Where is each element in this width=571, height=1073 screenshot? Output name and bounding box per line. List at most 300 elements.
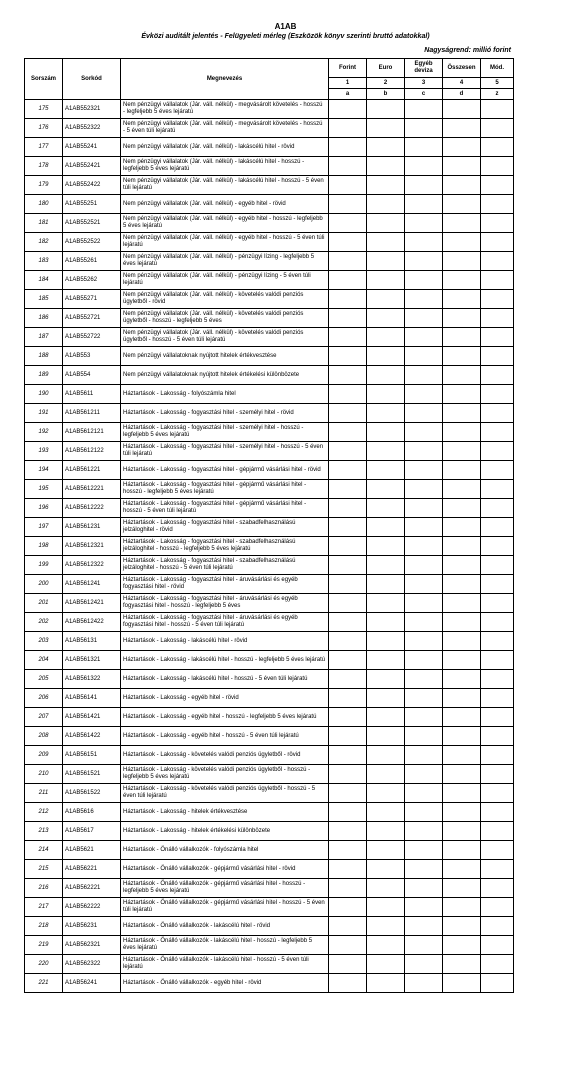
value-cell-forint[interactable]: [329, 119, 367, 138]
value-cell-euro[interactable]: [367, 499, 405, 518]
value-cell-euro[interactable]: [367, 651, 405, 670]
value-cell-mod[interactable]: [481, 252, 514, 271]
value-cell-euro[interactable]: [367, 955, 405, 974]
value-cell-euro[interactable]: [367, 214, 405, 233]
value-cell-egyeb-deviza[interactable]: [405, 233, 443, 252]
value-cell-egyeb-deviza[interactable]: [405, 499, 443, 518]
value-cell-mod[interactable]: [481, 442, 514, 461]
value-cell-osszesen[interactable]: [443, 214, 481, 233]
value-cell-osszesen[interactable]: [443, 366, 481, 385]
value-cell-euro[interactable]: [367, 252, 405, 271]
row-code: A1AB561211: [63, 404, 121, 423]
value-cell-osszesen[interactable]: [443, 879, 481, 898]
row-description: Nem pénzügyi vállalatok (Jár. váll. nélkül) - követelés valódi penziós ügyletből - hosszú - 5 éven túli lejáratú: [121, 328, 329, 347]
value-cell-egyeb-deviza[interactable]: [405, 860, 443, 879]
value-cell-egyeb-deviza[interactable]: [405, 480, 443, 499]
value-cell-egyeb-deviza[interactable]: [405, 138, 443, 157]
value-cell-mod[interactable]: [481, 176, 514, 195]
row-code: A1AB552321: [63, 100, 121, 119]
row-description: Háztartások - Lakosság - fogyasztási hitel - szabadfelhasználású jelzáloghitel - rövid: [121, 518, 329, 537]
value-cell-forint[interactable]: [329, 784, 367, 803]
value-cell-forint[interactable]: [329, 157, 367, 176]
value-cell-euro[interactable]: [367, 822, 405, 841]
header-letter-d: d: [443, 89, 481, 100]
value-cell-mod[interactable]: [481, 765, 514, 784]
value-cell-egyeb-deviza[interactable]: [405, 252, 443, 271]
value-cell-mod[interactable]: [481, 480, 514, 499]
header-letter-b: b: [367, 89, 405, 100]
value-cell-mod[interactable]: [481, 879, 514, 898]
row-code: A1AB561322: [63, 670, 121, 689]
value-cell-mod[interactable]: [481, 708, 514, 727]
value-cell-forint[interactable]: [329, 537, 367, 556]
value-cell-osszesen[interactable]: [443, 138, 481, 157]
value-cell-osszesen[interactable]: [443, 632, 481, 651]
value-cell-osszesen[interactable]: [443, 233, 481, 252]
value-cell-forint[interactable]: [329, 670, 367, 689]
table-row: [25, 784, 514, 803]
value-cell-euro[interactable]: [367, 613, 405, 632]
table-row: [25, 955, 514, 974]
value-cell-mod[interactable]: [481, 746, 514, 765]
row-description: Háztartások - Önálló vállalkozók - folyószámla hitel: [121, 841, 329, 860]
value-cell-euro[interactable]: [367, 689, 405, 708]
value-cell-osszesen[interactable]: [443, 594, 481, 613]
value-cell-euro[interactable]: [367, 917, 405, 936]
value-cell-osszesen[interactable]: [443, 955, 481, 974]
row-code: A1AB5612221: [63, 480, 121, 499]
value-cell-forint[interactable]: [329, 518, 367, 537]
value-cell-forint[interactable]: [329, 176, 367, 195]
value-cell-mod[interactable]: [481, 328, 514, 347]
value-cell-egyeb-deviza[interactable]: [405, 955, 443, 974]
row-description: Háztartások - Lakosság - hitelek értékvesztése: [121, 803, 329, 822]
row-code: A1AB5612322: [63, 556, 121, 575]
value-cell-mod[interactable]: [481, 385, 514, 404]
row-description: Háztartások - Lakosság - hitelek értékelési különbözete: [121, 822, 329, 841]
value-cell-egyeb-deviza[interactable]: [405, 195, 443, 214]
row-number: 181: [25, 214, 63, 233]
row-code: A1AB552521: [63, 214, 121, 233]
value-cell-osszesen[interactable]: [443, 708, 481, 727]
value-cell-euro[interactable]: [367, 309, 405, 328]
value-cell-forint[interactable]: [329, 879, 367, 898]
row-description: Nem pénzügyi vállalatok (Jár. váll. nélkül) - lakáscélú hitel - hosszú - 5 éven túli lejáratú: [121, 176, 329, 195]
value-cell-euro[interactable]: [367, 233, 405, 252]
value-cell-osszesen[interactable]: [443, 176, 481, 195]
value-cell-euro[interactable]: [367, 803, 405, 822]
value-cell-egyeb-deviza[interactable]: [405, 651, 443, 670]
value-cell-mod[interactable]: [481, 119, 514, 138]
value-cell-mod[interactable]: [481, 499, 514, 518]
row-number: 212: [25, 803, 63, 822]
value-cell-osszesen[interactable]: [443, 100, 481, 119]
value-cell-forint[interactable]: [329, 898, 367, 917]
value-cell-forint[interactable]: [329, 214, 367, 233]
table-row: [25, 822, 514, 841]
value-cell-forint[interactable]: [329, 499, 367, 518]
row-number: 203: [25, 632, 63, 651]
value-cell-egyeb-deviza[interactable]: [405, 822, 443, 841]
value-cell-egyeb-deviza[interactable]: [405, 309, 443, 328]
row-description: Háztartások - Lakosság - fogyasztási hitel - személyi hitel - hosszú - 5 éven túli lejáratú: [121, 442, 329, 461]
value-cell-osszesen[interactable]: [443, 727, 481, 746]
value-cell-mod[interactable]: [481, 214, 514, 233]
value-cell-forint[interactable]: [329, 347, 367, 366]
value-cell-egyeb-deviza[interactable]: [405, 632, 443, 651]
value-cell-osszesen[interactable]: [443, 347, 481, 366]
value-cell-osszesen[interactable]: [443, 746, 481, 765]
value-cell-euro[interactable]: [367, 404, 405, 423]
value-cell-egyeb-deviza[interactable]: [405, 556, 443, 575]
value-cell-forint[interactable]: [329, 974, 367, 993]
value-cell-mod[interactable]: [481, 898, 514, 917]
row-number: 209: [25, 746, 63, 765]
row-number: 192: [25, 423, 63, 442]
value-cell-euro[interactable]: [367, 632, 405, 651]
value-cell-euro[interactable]: [367, 176, 405, 195]
row-description: Háztartások - Lakosság - fogyasztási hitel - személyi hitel - hosszú - legfeljebb 5 éves lejáratú: [121, 423, 329, 442]
value-cell-euro[interactable]: [367, 784, 405, 803]
row-code: A1AB56151: [63, 746, 121, 765]
value-cell-forint[interactable]: [329, 195, 367, 214]
value-cell-egyeb-deviza[interactable]: [405, 290, 443, 309]
value-cell-egyeb-deviza[interactable]: [405, 613, 443, 632]
value-cell-euro[interactable]: [367, 936, 405, 955]
value-cell-osszesen[interactable]: [443, 860, 481, 879]
value-cell-osszesen[interactable]: [443, 803, 481, 822]
value-cell-mod[interactable]: [481, 556, 514, 575]
value-cell-forint[interactable]: [329, 651, 367, 670]
row-number: 180: [25, 195, 63, 214]
value-cell-euro[interactable]: [367, 594, 405, 613]
row-number: 217: [25, 898, 63, 917]
value-cell-euro[interactable]: [367, 727, 405, 746]
table-row: [25, 765, 514, 784]
value-cell-egyeb-deviza[interactable]: [405, 442, 443, 461]
table-row: [25, 233, 514, 252]
value-cell-forint[interactable]: [329, 575, 367, 594]
row-number: 193: [25, 442, 63, 461]
value-cell-mod[interactable]: [481, 366, 514, 385]
value-cell-osszesen[interactable]: [443, 404, 481, 423]
row-description: Háztartások - Lakosság - fogyasztási hitel - szabadfelhasználású jelzáloghitel - hosszú - 5 éven túli lejáratú: [121, 556, 329, 575]
value-cell-osszesen[interactable]: [443, 195, 481, 214]
row-code: A1AB562221: [63, 879, 121, 898]
value-cell-mod[interactable]: [481, 518, 514, 537]
value-cell-euro[interactable]: [367, 461, 405, 480]
value-cell-mod[interactable]: [481, 784, 514, 803]
value-cell-euro[interactable]: [367, 119, 405, 138]
value-cell-euro[interactable]: [367, 480, 405, 499]
row-number: 213: [25, 822, 63, 841]
value-cell-osszesen[interactable]: [443, 689, 481, 708]
value-cell-egyeb-deviza[interactable]: [405, 518, 443, 537]
value-cell-egyeb-deviza[interactable]: [405, 803, 443, 822]
value-cell-osszesen[interactable]: [443, 974, 481, 993]
value-cell-egyeb-deviza[interactable]: [405, 670, 443, 689]
value-cell-mod[interactable]: [481, 404, 514, 423]
value-cell-egyeb-deviza[interactable]: [405, 594, 443, 613]
row-description: Háztartások - Lakosság - követelés valódi penziós ügyletből - hosszú - 5 éven túli lejáratú: [121, 784, 329, 803]
value-cell-forint[interactable]: [329, 689, 367, 708]
value-cell-forint[interactable]: [329, 803, 367, 822]
value-cell-egyeb-deviza[interactable]: [405, 366, 443, 385]
value-cell-osszesen[interactable]: [443, 841, 481, 860]
value-cell-forint[interactable]: [329, 233, 367, 252]
value-cell-mod[interactable]: [481, 157, 514, 176]
table-row: [25, 632, 514, 651]
value-cell-forint[interactable]: [329, 727, 367, 746]
value-cell-forint[interactable]: [329, 404, 367, 423]
value-cell-euro[interactable]: [367, 556, 405, 575]
value-cell-mod[interactable]: [481, 803, 514, 822]
value-cell-mod[interactable]: [481, 233, 514, 252]
table-row: [25, 442, 514, 461]
value-cell-osszesen[interactable]: [443, 252, 481, 271]
value-cell-forint[interactable]: [329, 252, 367, 271]
balance-sheet-table: [24, 58, 514, 993]
row-code: A1AB5612422: [63, 613, 121, 632]
value-cell-egyeb-deviza[interactable]: [405, 404, 443, 423]
value-cell-euro[interactable]: [367, 347, 405, 366]
value-cell-mod[interactable]: [481, 974, 514, 993]
value-cell-euro[interactable]: [367, 974, 405, 993]
row-number: 207: [25, 708, 63, 727]
value-cell-euro[interactable]: [367, 385, 405, 404]
value-cell-osszesen[interactable]: [443, 385, 481, 404]
value-cell-euro[interactable]: [367, 841, 405, 860]
value-cell-egyeb-deviza[interactable]: [405, 347, 443, 366]
value-cell-euro[interactable]: [367, 670, 405, 689]
value-cell-euro[interactable]: [367, 860, 405, 879]
value-cell-egyeb-deviza[interactable]: [405, 708, 443, 727]
value-cell-forint[interactable]: [329, 594, 367, 613]
value-cell-egyeb-deviza[interactable]: [405, 784, 443, 803]
value-cell-forint[interactable]: [329, 309, 367, 328]
table-row: [25, 499, 514, 518]
table-row: [25, 803, 514, 822]
value-cell-egyeb-deviza[interactable]: [405, 176, 443, 195]
value-cell-egyeb-deviza[interactable]: [405, 765, 443, 784]
value-cell-forint[interactable]: [329, 423, 367, 442]
header-letter-a: a: [329, 89, 367, 100]
value-cell-euro[interactable]: [367, 765, 405, 784]
value-cell-forint[interactable]: [329, 917, 367, 936]
value-cell-mod[interactable]: [481, 955, 514, 974]
row-number: 214: [25, 841, 63, 860]
value-cell-euro[interactable]: [367, 157, 405, 176]
value-cell-forint[interactable]: [329, 746, 367, 765]
value-cell-mod[interactable]: [481, 195, 514, 214]
row-number: 177: [25, 138, 63, 157]
value-cell-mod[interactable]: [481, 822, 514, 841]
value-cell-osszesen[interactable]: [443, 670, 481, 689]
value-cell-osszesen[interactable]: [443, 119, 481, 138]
row-code: A1AB552522: [63, 233, 121, 252]
value-cell-euro[interactable]: [367, 442, 405, 461]
value-cell-mod[interactable]: [481, 594, 514, 613]
value-cell-forint[interactable]: [329, 385, 367, 404]
value-cell-egyeb-deviza[interactable]: [405, 689, 443, 708]
value-cell-euro[interactable]: [367, 290, 405, 309]
value-cell-euro[interactable]: [367, 708, 405, 727]
value-cell-mod[interactable]: [481, 632, 514, 651]
value-cell-osszesen[interactable]: [443, 461, 481, 480]
row-number: 199: [25, 556, 63, 575]
row-description: Háztartások - Lakosság - fogyasztási hitel - személyi hitel - rövid: [121, 404, 329, 423]
value-cell-egyeb-deviza[interactable]: [405, 119, 443, 138]
value-cell-osszesen[interactable]: [443, 575, 481, 594]
value-cell-egyeb-deviza[interactable]: [405, 879, 443, 898]
value-cell-osszesen[interactable]: [443, 499, 481, 518]
value-cell-mod[interactable]: [481, 613, 514, 632]
value-cell-mod[interactable]: [481, 689, 514, 708]
value-cell-osszesen[interactable]: [443, 271, 481, 290]
value-cell-osszesen[interactable]: [443, 537, 481, 556]
row-code: A1AB55261: [63, 252, 121, 271]
table-row: [25, 689, 514, 708]
value-cell-mod[interactable]: [481, 290, 514, 309]
value-cell-euro[interactable]: [367, 138, 405, 157]
value-cell-egyeb-deviza[interactable]: [405, 936, 443, 955]
value-cell-egyeb-deviza[interactable]: [405, 271, 443, 290]
value-cell-euro[interactable]: [367, 518, 405, 537]
value-cell-egyeb-deviza[interactable]: [405, 841, 443, 860]
value-cell-forint[interactable]: [329, 613, 367, 632]
value-cell-euro[interactable]: [367, 537, 405, 556]
value-cell-forint[interactable]: [329, 480, 367, 499]
value-cell-osszesen[interactable]: [443, 917, 481, 936]
value-cell-egyeb-deviza[interactable]: [405, 157, 443, 176]
value-cell-osszesen[interactable]: [443, 518, 481, 537]
value-cell-osszesen[interactable]: [443, 328, 481, 347]
value-cell-osszesen[interactable]: [443, 613, 481, 632]
value-cell-egyeb-deviza[interactable]: [405, 461, 443, 480]
value-cell-osszesen[interactable]: [443, 423, 481, 442]
value-cell-euro[interactable]: [367, 575, 405, 594]
value-cell-euro[interactable]: [367, 746, 405, 765]
value-cell-euro[interactable]: [367, 423, 405, 442]
value-cell-euro[interactable]: [367, 271, 405, 290]
value-cell-forint[interactable]: [329, 860, 367, 879]
value-cell-egyeb-deviza[interactable]: [405, 917, 443, 936]
row-description: Háztartások - Önálló vállalkozók - lakáscélú hitel - rövid: [121, 917, 329, 936]
value-cell-mod[interactable]: [481, 100, 514, 119]
value-cell-mod[interactable]: [481, 917, 514, 936]
value-cell-egyeb-deviza[interactable]: [405, 974, 443, 993]
value-cell-forint[interactable]: [329, 138, 367, 157]
value-cell-forint[interactable]: [329, 708, 367, 727]
header-osszesen: Összesen: [443, 59, 481, 78]
value-cell-euro[interactable]: [367, 898, 405, 917]
value-cell-forint[interactable]: [329, 936, 367, 955]
value-cell-egyeb-deviza[interactable]: [405, 898, 443, 917]
value-cell-mod[interactable]: [481, 727, 514, 746]
value-cell-euro[interactable]: [367, 328, 405, 347]
row-description: Háztartások - Lakosság - lakáscélú hitel - rövid: [121, 632, 329, 651]
value-cell-forint[interactable]: [329, 442, 367, 461]
value-cell-mod[interactable]: [481, 461, 514, 480]
value-cell-forint[interactable]: [329, 328, 367, 347]
value-cell-euro[interactable]: [367, 100, 405, 119]
row-description: Háztartások - Lakosság - lakáscélú hitel - hosszú - legfeljebb 5 éves lejáratú: [121, 651, 329, 670]
header-euro: Euro: [367, 59, 405, 78]
value-cell-forint[interactable]: [329, 765, 367, 784]
value-cell-mod[interactable]: [481, 347, 514, 366]
value-cell-osszesen[interactable]: [443, 309, 481, 328]
value-cell-euro[interactable]: [367, 879, 405, 898]
value-cell-osszesen[interactable]: [443, 480, 481, 499]
value-cell-forint[interactable]: [329, 822, 367, 841]
value-cell-osszesen[interactable]: [443, 898, 481, 917]
value-cell-mod[interactable]: [481, 138, 514, 157]
value-cell-osszesen[interactable]: [443, 290, 481, 309]
table-row: [25, 974, 514, 993]
value-cell-forint[interactable]: [329, 290, 367, 309]
value-cell-osszesen[interactable]: [443, 936, 481, 955]
value-cell-mod[interactable]: [481, 575, 514, 594]
value-cell-egyeb-deviza[interactable]: [405, 746, 443, 765]
row-number: 208: [25, 727, 63, 746]
value-cell-egyeb-deviza[interactable]: [405, 328, 443, 347]
value-cell-mod[interactable]: [481, 860, 514, 879]
value-cell-egyeb-deviza[interactable]: [405, 385, 443, 404]
value-cell-osszesen[interactable]: [443, 157, 481, 176]
value-cell-mod[interactable]: [481, 271, 514, 290]
value-cell-osszesen[interactable]: [443, 442, 481, 461]
value-cell-egyeb-deviza[interactable]: [405, 423, 443, 442]
table-row: [25, 157, 514, 176]
value-cell-forint[interactable]: [329, 955, 367, 974]
value-cell-mod[interactable]: [481, 651, 514, 670]
value-cell-mod[interactable]: [481, 309, 514, 328]
value-cell-egyeb-deviza[interactable]: [405, 727, 443, 746]
value-cell-egyeb-deviza[interactable]: [405, 100, 443, 119]
value-cell-egyeb-deviza[interactable]: [405, 214, 443, 233]
row-number: 185: [25, 290, 63, 309]
value-cell-forint[interactable]: [329, 841, 367, 860]
value-cell-forint[interactable]: [329, 100, 367, 119]
value-cell-forint[interactable]: [329, 366, 367, 385]
value-cell-forint[interactable]: [329, 461, 367, 480]
row-description: Háztartások - Lakosság - lakáscélú hitel - hosszú - 5 éven túli lejáratú: [121, 670, 329, 689]
value-cell-mod[interactable]: [481, 423, 514, 442]
value-cell-osszesen[interactable]: [443, 765, 481, 784]
value-cell-forint[interactable]: [329, 556, 367, 575]
row-code: A1AB5612121: [63, 423, 121, 442]
value-cell-forint[interactable]: [329, 632, 367, 651]
value-cell-mod[interactable]: [481, 670, 514, 689]
value-cell-forint[interactable]: [329, 271, 367, 290]
table-row: [25, 917, 514, 936]
value-cell-osszesen[interactable]: [443, 784, 481, 803]
row-number: 188: [25, 347, 63, 366]
value-cell-egyeb-deviza[interactable]: [405, 537, 443, 556]
value-cell-egyeb-deviza[interactable]: [405, 575, 443, 594]
value-cell-mod[interactable]: [481, 936, 514, 955]
value-cell-osszesen[interactable]: [443, 822, 481, 841]
value-cell-euro[interactable]: [367, 366, 405, 385]
value-cell-osszesen[interactable]: [443, 556, 481, 575]
row-description: Nem pénzügyi vállalatok (Jár. váll. nélkül) - megvásárolt követelés - hosszú - 5 éven túli lejáratú: [121, 119, 329, 138]
table-row: [25, 727, 514, 746]
value-cell-osszesen[interactable]: [443, 651, 481, 670]
row-description: Nem pénzügyi vállalatoknak nyújtott hitelek értékvesztése: [121, 347, 329, 366]
value-cell-euro[interactable]: [367, 195, 405, 214]
value-cell-mod[interactable]: [481, 841, 514, 860]
value-cell-mod[interactable]: [481, 537, 514, 556]
